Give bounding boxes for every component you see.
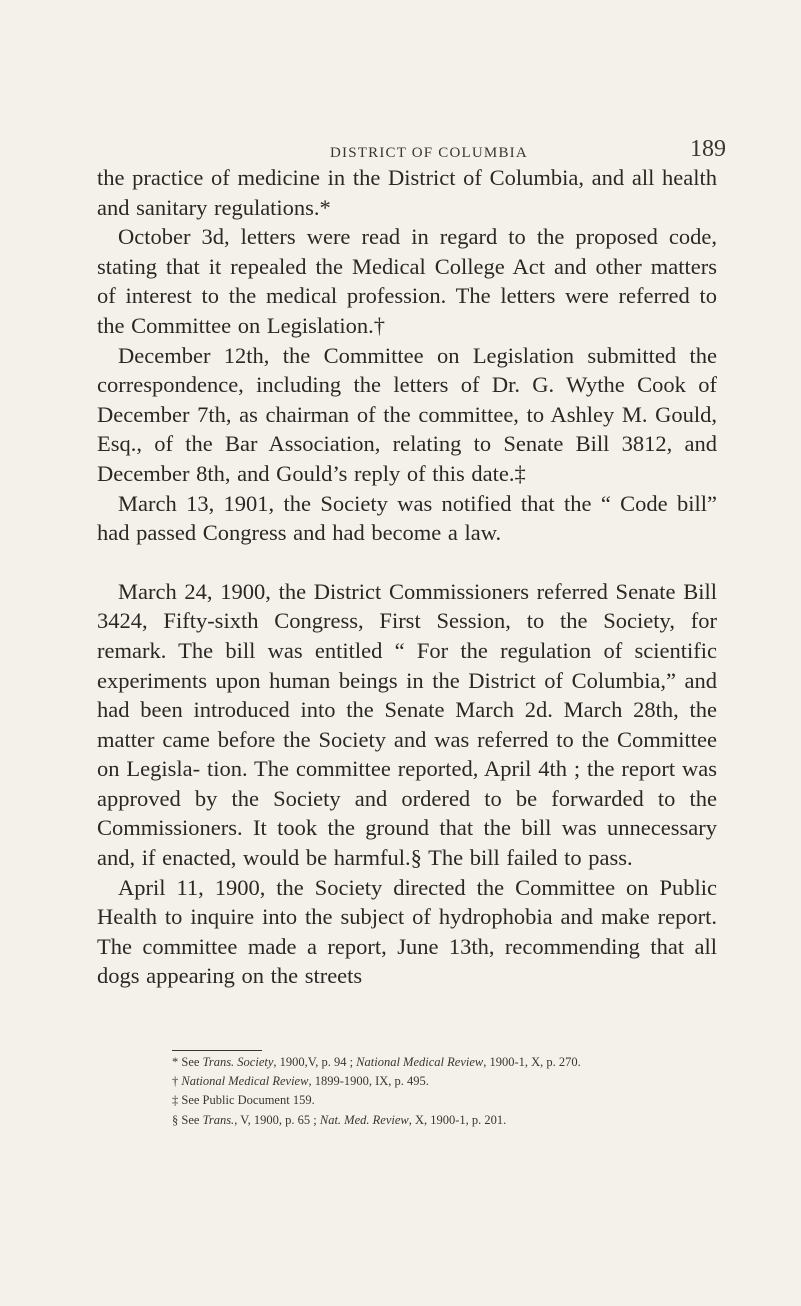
page-number: 189 xyxy=(690,136,726,162)
footnotes xyxy=(172,1053,732,1130)
body-text xyxy=(97,163,717,991)
footnote-mark: † xyxy=(172,1074,179,1089)
footnote: ‡ See Public Document 159. xyxy=(172,1093,315,1108)
paragraph-october: October 3d, letters were read in regard to the proposed code, stating that it repealed the Medical College Act and other matters of interest to the medical profession. The letters were referred to the Committee on Legislation.† xyxy=(97,224,717,338)
paragraph-march-1900: March 24, 1900, the District Commissioners referred Senate Bill 3424, Fifty-sixth Congress, First Session, to the Society, for remark. The bill was entitled “ For the regulation of scientific experiments upon human beings in the District of Columbia,” and had been introduced into the Senate March 2d. March 28th, the matter came before the Society and was referred to the Committee on Legisla- tion. The committee reported, April 4th ; the report was approved by the Society and ordered to be forwarded to the Commissioners. It took the ground that the bill was unnecessary and, if enacted, would be harmful.§ The bill failed to pass. xyxy=(97,578,717,871)
footnote-mark: § xyxy=(172,1112,179,1127)
paragraph-continuation: the practice of medicine in the District of Columbia, and all health and sanitary regulations.* xyxy=(97,165,717,220)
footnote-rule xyxy=(172,1050,262,1051)
paragraph-april-1900: April 11, 1900, the Society directed the Committee on Public Health to inquire into the subject of hydrophobia and make report. The committee made a report, June 13th, recommending that all dogs appearing on the streets xyxy=(97,874,717,989)
paragraph-march-1901: March 13, 1901, the Society was notified that the “ Code bill” had passed Congress and had become a law. xyxy=(97,490,717,546)
footnote: † National Medical Review, 1899-1900, IX, p. 495. xyxy=(172,1074,429,1089)
footnote: * See Trans. Society, 1900,V, p. 94 ; National Medical Review, 1900-1, X, p. 270. xyxy=(172,1055,581,1069)
footnote-mark: ‡ xyxy=(172,1093,179,1108)
footnote-mark: * xyxy=(172,1055,179,1069)
running-head: DISTRICT OF COLUMBIA xyxy=(330,145,528,161)
footnote: § See Trans., V, 1900, p. 65 ; Nat. Med. Review, X, 1900-1, p. 201. xyxy=(172,1112,507,1127)
paragraph-december: December 12th, the Committee on Legislation submitted the correspondence, including the letters of Dr. G. Wythe Cook of December 7th, as chairman of the committee, to Ashley M. Gould, Esq., of the Bar Association, relating to Senate Bill 3812, and December 8th, and Gould’s reply of this date.‡ xyxy=(97,342,717,486)
